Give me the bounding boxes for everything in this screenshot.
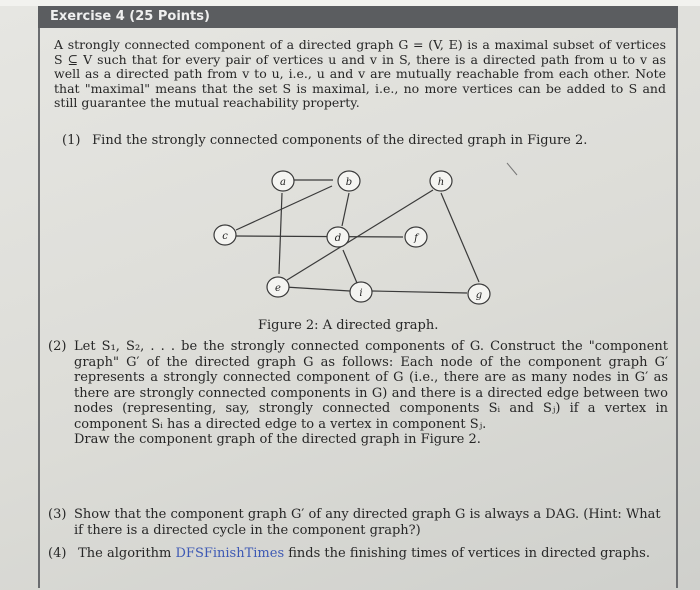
node-label-i: i: [359, 288, 363, 299]
intro-paragraph: A strongly connected component of a directed graph G = (V, E) is a maximal subset of vertices S ⊆ V such that for every pair of vertices u and v in S, there is a directed path from u to v as well as a directed path from v to u, i.e., u and v are mutually reachable from each other. Note that "maximal" means that the set S is maximal, i.e., no more vertices can be added to S and still guarantee the mutual reachability property.: [54, 37, 666, 111]
edge-e-i: [285, 287, 350, 291]
edge-i-g: [372, 291, 467, 293]
question-3: [48, 507, 668, 538]
node-label-h: h: [437, 177, 445, 188]
question-3-text: Show that the component graph G′ of any directed graph G is always a DAG. (Hint: What if there is a directed cycle in the component graph?): [74, 507, 661, 538]
question-1-number: (1): [62, 133, 81, 148]
node-label-a: a: [280, 177, 286, 188]
figure-caption: Figure 2: A directed graph.: [258, 318, 439, 333]
question-1-text: Find the strongly connected components of the directed graph in Figure 2.: [92, 133, 588, 148]
edge-d-b: [342, 193, 349, 226]
edge-h-g: [441, 193, 479, 282]
edge-c-b: [236, 186, 332, 230]
dfs-finish-times-link[interactable]: DFSFinishTimes: [175, 546, 285, 561]
question-4: [48, 546, 668, 562]
edge-c-f: [235, 236, 403, 237]
node-label-c: c: [222, 231, 228, 242]
question-3-number: (3): [48, 507, 67, 522]
question-4-text-after: finds the finishing times of vertices in directed graphs.: [284, 546, 650, 561]
edge-a-e: [279, 193, 282, 274]
node-label-e: e: [275, 283, 281, 294]
question-2: [48, 339, 668, 448]
question-2-text: Let S₁, S₂, . . . be the strongly connected components of G. Construct the "component graph" G′ of the directed graph G as follows: Each node of the component graph G′ represents a strongly connected component of G (i.e., there are as many nodes in G′ as there are strongly connected components in G) and there is a directed edge between two nodes (representing, say, strongly connected components Sᵢ and Sⱼ) if a vertex in component Sᵢ has a directed edge to a vertex in component Sⱼ.: [74, 339, 668, 432]
edge-d-i: [343, 250, 357, 283]
question-2-number: (2): [48, 339, 67, 354]
node-label-b: b: [345, 177, 353, 188]
node-label-f: f: [414, 233, 418, 244]
question-4-text-before: The algorithm: [78, 546, 176, 561]
question-2-instruction: Draw the component graph of the directed graph in Figure 2.: [74, 432, 481, 447]
stray-pen-mark: [507, 163, 517, 175]
node-label-g: g: [475, 290, 483, 301]
exercise-title: Exercise 4 (25 Points): [50, 9, 210, 24]
node-label-d: d: [334, 233, 342, 244]
question-4-number: (4): [48, 546, 67, 561]
